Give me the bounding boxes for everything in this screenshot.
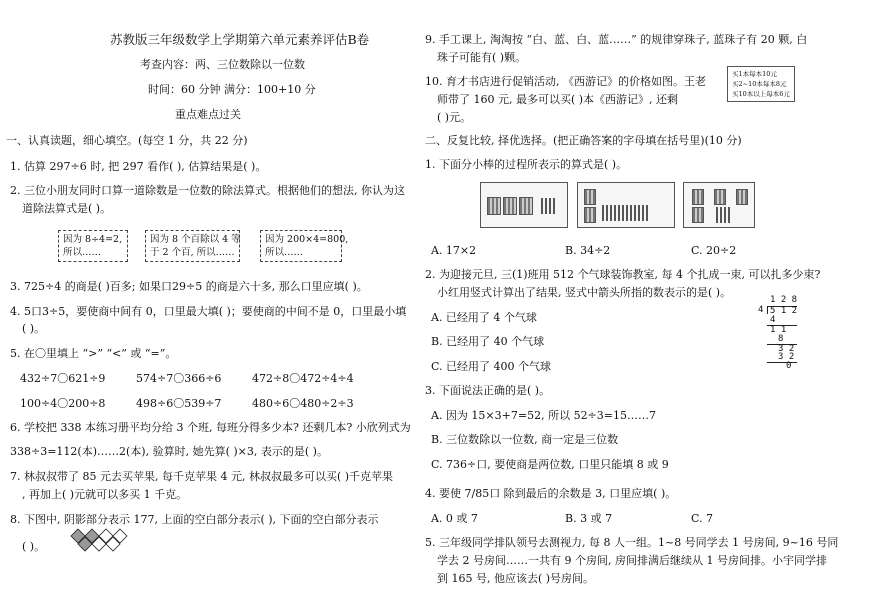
- s2q3-option-a: A. 因为 15×3+7=52, 所以 52÷3=15……7: [431, 409, 656, 422]
- q2-text-b: 道除法算式是( )。: [22, 202, 112, 215]
- section2-heading: 二、反复比较, 择优选择。(把正确答案的字母填在括号里)(10 分): [425, 134, 742, 147]
- sticks-picture-3: [683, 182, 755, 228]
- q5-item: 100÷4〇200÷8: [20, 397, 106, 410]
- exam-content: 考查内容：两、三位数除以一位数: [140, 58, 305, 71]
- q5-item: 480÷6〇480÷2÷3: [252, 397, 354, 410]
- s2q1-option-a: A. 17×2: [431, 244, 477, 257]
- s2q4-text: 4. 要使 7/85口 除到最后的余数是 3, 口里应填( )。: [425, 487, 677, 500]
- q5-item: 498÷6〇539÷7: [136, 397, 222, 410]
- s2q4-option-c: C. 7: [691, 512, 714, 525]
- s2q2-option-c: C. 已经用了 400 个气球: [431, 360, 552, 373]
- s2q3-text: 3. 下面说法正确的是( )。: [425, 384, 551, 397]
- section1-heading: 一、认真读题，细心填空。(每空 1 分，共 22 分): [6, 134, 248, 147]
- quotient: 1 2 8: [770, 295, 798, 305]
- q5-item: 432÷7〇621÷9: [20, 372, 106, 385]
- step: 4: [770, 315, 776, 325]
- q9-text-a: 9. 手工课上, 淘淘按 “白、蓝、白、蓝……” 的规律穿珠子, 蓝珠子有 20 颗, 白: [425, 33, 808, 46]
- q8-text-a: 8. 下图中, 阴影部分表示 177, 上面的空白部分表示( ), 下面的空白部分表示: [10, 513, 379, 526]
- q1-text: 1. 估算 297÷6 时, 把 297 看作( ), 估算结果是( )。: [10, 160, 267, 173]
- s2q5-text-c: 到 165 号, 他应该去( )号房间。: [437, 572, 595, 585]
- s2q2-option-a: A. 已经用了 4 个气球: [431, 311, 537, 324]
- q4-text-b: ( )。: [22, 322, 46, 335]
- q6-text-a: 6. 学校把 338 本练习册平均分给 3 个班, 每班分得多少本? 还剩几本? 小欣列式为: [10, 421, 411, 434]
- s2q1-text: 1. 下面分小棒的过程所表示的算式是( )。: [425, 158, 628, 171]
- q7-text-b: , 再加上( )元就可以多买 1 千克。: [22, 488, 188, 501]
- dividend: 5 1 2: [770, 306, 798, 316]
- page-title: 苏教版三年级数学上学期第六单元素养评估B卷: [110, 32, 370, 47]
- q5-item: 472÷8〇472÷4÷4: [252, 372, 354, 385]
- q5-item: 574÷7〇366÷6: [136, 372, 222, 385]
- s2q5-text-a: 5. 三年级同学排队领号去测视力, 每 8 人一组。1~8 号同学去 1 号房间, 9~16 号同: [425, 536, 839, 549]
- s2q2-text-b: 小红用竖式计算出了结果, 竖式中箭头所指的数表示的是( )。: [437, 286, 732, 299]
- step: 3 2: [778, 352, 795, 362]
- price-sign: 买1本每本10元 买2~10本每本8元 买10本以上每本6元: [727, 66, 795, 102]
- q10-text-b: 师带了 160 元, 最多可以买( )本《西游记》, 还剩: [437, 93, 679, 106]
- s2q3-option-c: C. 736÷口, 要使商是两位数, 口里只能填 8 或 9: [431, 458, 669, 471]
- thought-box-3: 因为 200×4=800, 所以……: [260, 230, 342, 262]
- q10-text-c: ( )元。: [437, 111, 472, 124]
- thought-box-2: 因为 8 个百除以 4 等 于 2 个百, 所以……: [145, 230, 240, 262]
- q2-text-a: 2. 三位小朋友同时口算一道除数是一位数的除法算式。根据他们的想法, 你认为这: [10, 184, 405, 197]
- q10-text-a: 10. 育才书店进行促销活动, 《西游记》的价格如图。王老: [425, 75, 706, 88]
- diamond-diagram: [70, 528, 130, 554]
- step: 1 1: [770, 325, 787, 335]
- q9-text-b: 珠子可能有( )颗。: [437, 51, 527, 64]
- q7-text-a: 7. 林叔叔带了 85 元去买苹果, 每千克苹果 4 元, 林叔叔最多可以买( )千克苹果: [10, 470, 394, 483]
- s2q1-option-c: C. 20÷2: [691, 244, 737, 257]
- step: 3 2: [778, 344, 795, 354]
- step: 8: [778, 334, 784, 344]
- divisor: 4: [758, 305, 764, 315]
- sticks-picture-1: [480, 182, 568, 228]
- s2q4-option-a: A. 0 或 7: [431, 512, 478, 525]
- q8-text-b: ( )。: [22, 540, 46, 553]
- q4-text-a: 4. 5口3÷5，要使商中间有 0，口里最大填( )；要使商的中间不是 0，口里最小填: [10, 305, 407, 318]
- thought-box-1: 因为 8÷4=2, 所以……: [58, 230, 128, 262]
- s2q4-option-b: B. 3 或 7: [565, 512, 613, 525]
- s2q2-option-b: B. 已经用了 40 个气球: [431, 335, 545, 348]
- long-division: [755, 296, 805, 370]
- exam-time: 时间：60 分钟 满分：100+10 分: [148, 83, 316, 96]
- q5-text: 5. 在〇里填上 “>” “<” 或 “=”。: [10, 347, 177, 360]
- q3-text: 3. 725÷4 的商是( )百多; 如果口29÷5 的商是六十多, 那么口里应填( )。: [10, 280, 368, 293]
- s2q3-option-b: B. 三位数除以一位数, 商一定是三位数: [431, 433, 619, 446]
- s2q1-option-b: B. 34÷2: [565, 244, 611, 257]
- q6-text-b: 338÷3=112(本)……2(本), 验算时, 她先算( )×3, 表示的是( )。: [10, 445, 328, 458]
- step: 0: [786, 361, 792, 371]
- exam-subtitle: 重点难点过关: [175, 108, 241, 121]
- s2q5-text-b: 学去 2 号房间……一共有 9 个房间, 房间排满后继续从 1 号房间排。小宇同学排: [437, 554, 827, 567]
- s2q2-text-a: 2. 为迎接元旦, 三(1)班用 512 个气球装饰教室, 每 4 个扎成一束, 可以扎多少束?: [425, 268, 821, 281]
- sticks-picture-2: [577, 182, 675, 228]
